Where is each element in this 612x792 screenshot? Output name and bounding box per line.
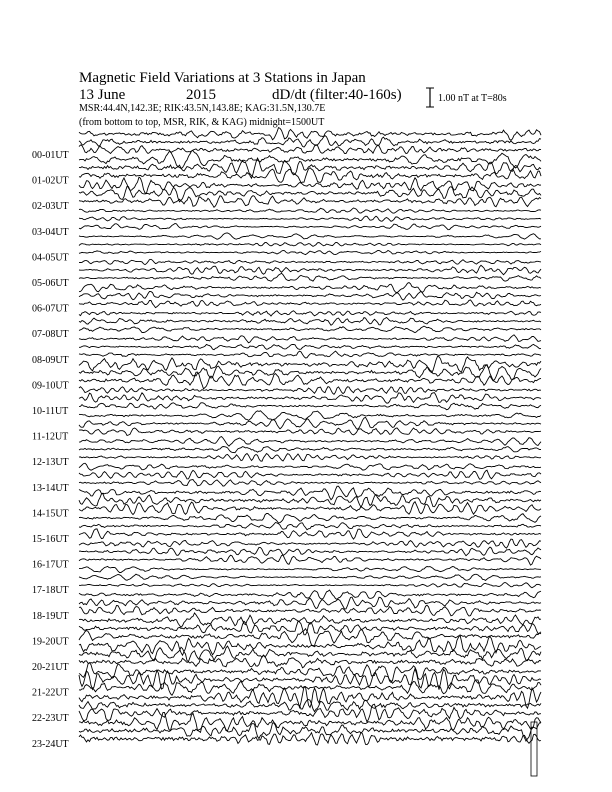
hour-label: 08-09UT [32, 354, 69, 366]
trace-rik [79, 447, 541, 453]
hour-label: 03-04UT [32, 226, 69, 238]
trace-rik [79, 393, 541, 403]
trace-msr [79, 655, 541, 668]
date-year: 2015 [186, 87, 216, 103]
hour-label: 07-08UT [32, 329, 69, 341]
trace-msr [79, 224, 541, 230]
trace-kag [79, 128, 541, 141]
trace-rik [79, 646, 541, 661]
trace-kag [79, 233, 541, 239]
trace-rik [79, 417, 541, 429]
trace-msr [79, 326, 541, 333]
hour-label: 21-22UT [32, 687, 69, 699]
trace-kag [79, 335, 541, 343]
hour-label: 22-23UT [32, 713, 69, 725]
hour-label: 12-13UT [32, 457, 69, 469]
trace-msr [79, 529, 541, 539]
trace-rik [79, 365, 541, 381]
date-day: 13 June [79, 87, 126, 103]
scale-bar-label: 1.00 nT at T=80s [438, 93, 507, 104]
hour-labels [32, 150, 69, 750]
trace-rik [79, 265, 541, 274]
trace-rik [79, 317, 541, 325]
trace-kag [79, 411, 541, 421]
trace-kag [79, 283, 541, 293]
trace-msr [79, 300, 541, 308]
trace-rik [79, 621, 541, 635]
hour-label: 18-19UT [32, 610, 69, 622]
trace-msr [79, 680, 541, 695]
hour-label: 19-20UT [32, 636, 69, 648]
station-coordinates: MSR:44.4N,142.3E; RIK:43.5N,143.8E; KAG:31.5N,130.7E [79, 103, 326, 114]
trace-kag [79, 356, 541, 372]
trace-msr [79, 250, 541, 254]
trace-kag [79, 311, 541, 316]
trace-kag [79, 712, 541, 732]
trace-msr [79, 351, 541, 358]
trace-kag [79, 437, 541, 447]
trace-msr [79, 583, 541, 588]
trace-kag [79, 486, 541, 500]
trace-rik [79, 243, 541, 247]
trace-kag [79, 463, 541, 470]
hour-label: 14-15UT [32, 508, 69, 520]
trace-rik [79, 494, 541, 507]
trace-rik [79, 344, 541, 349]
hour-label: 16-17UT [32, 559, 69, 571]
hour-label: 00-01UT [32, 150, 69, 161]
trace-msr [79, 605, 541, 616]
hour-label: 23-24UT [32, 738, 69, 750]
hour-label: 04-05UT [32, 252, 69, 264]
trace-kag [79, 514, 541, 524]
station-order-note: (from bottom to top, MSR, RIK, & KAG) midnight=1500UT [79, 117, 325, 128]
hour-label: 05-06UT [32, 278, 69, 289]
trace-msr [79, 196, 541, 208]
trace-msr [79, 403, 541, 410]
clipped-spike-marker [531, 722, 537, 776]
trace-msr [79, 733, 541, 746]
hour-label: 01-02UT [32, 175, 69, 187]
trace-msr [79, 480, 541, 487]
hour-label: 09-10UT [32, 380, 69, 392]
trace-msr [79, 454, 541, 462]
trace-rik [79, 216, 541, 221]
trace-rik [79, 700, 541, 712]
trace-rik [79, 574, 541, 580]
chart-title: Magnetic Field Variations at 3 Stations in Japan [79, 70, 366, 86]
hour-label: 06-07UT [32, 303, 69, 315]
trace-kag [79, 539, 541, 548]
hour-label: 11-12UT [32, 431, 69, 443]
station-traces [79, 128, 541, 745]
hour-label: 10-11UT [32, 406, 69, 417]
trace-kag [79, 259, 541, 264]
hour-label: 13-14UT [32, 482, 69, 494]
trace-msr [79, 145, 541, 154]
trace-kag [79, 208, 541, 213]
trace-kag [79, 387, 541, 395]
trace-rik [79, 523, 541, 530]
quantity-filter: dD/dt (filter:40-160s) [272, 87, 402, 103]
trace-msr [79, 372, 541, 389]
trace-kag [79, 613, 541, 627]
trace-msr [79, 273, 541, 281]
trace-msr [79, 428, 541, 436]
trace-kag [79, 566, 541, 572]
trace-kag [79, 177, 541, 193]
hour-label: 15-16UT [32, 534, 69, 545]
trace-rik [79, 723, 541, 741]
trace-rik [79, 597, 541, 609]
hour-label: 02-03UT [32, 201, 69, 213]
trace-rik [79, 547, 541, 556]
trace-msr [79, 502, 541, 515]
trace-msr [79, 555, 541, 565]
trace-msr [79, 629, 541, 646]
hour-label: 20-21UT [32, 662, 69, 673]
trace-kag [79, 663, 541, 683]
trace-rik [79, 136, 541, 148]
trace-rik [79, 291, 541, 300]
trace-rik [79, 470, 541, 479]
hour-label: 17-18UT [32, 585, 69, 597]
